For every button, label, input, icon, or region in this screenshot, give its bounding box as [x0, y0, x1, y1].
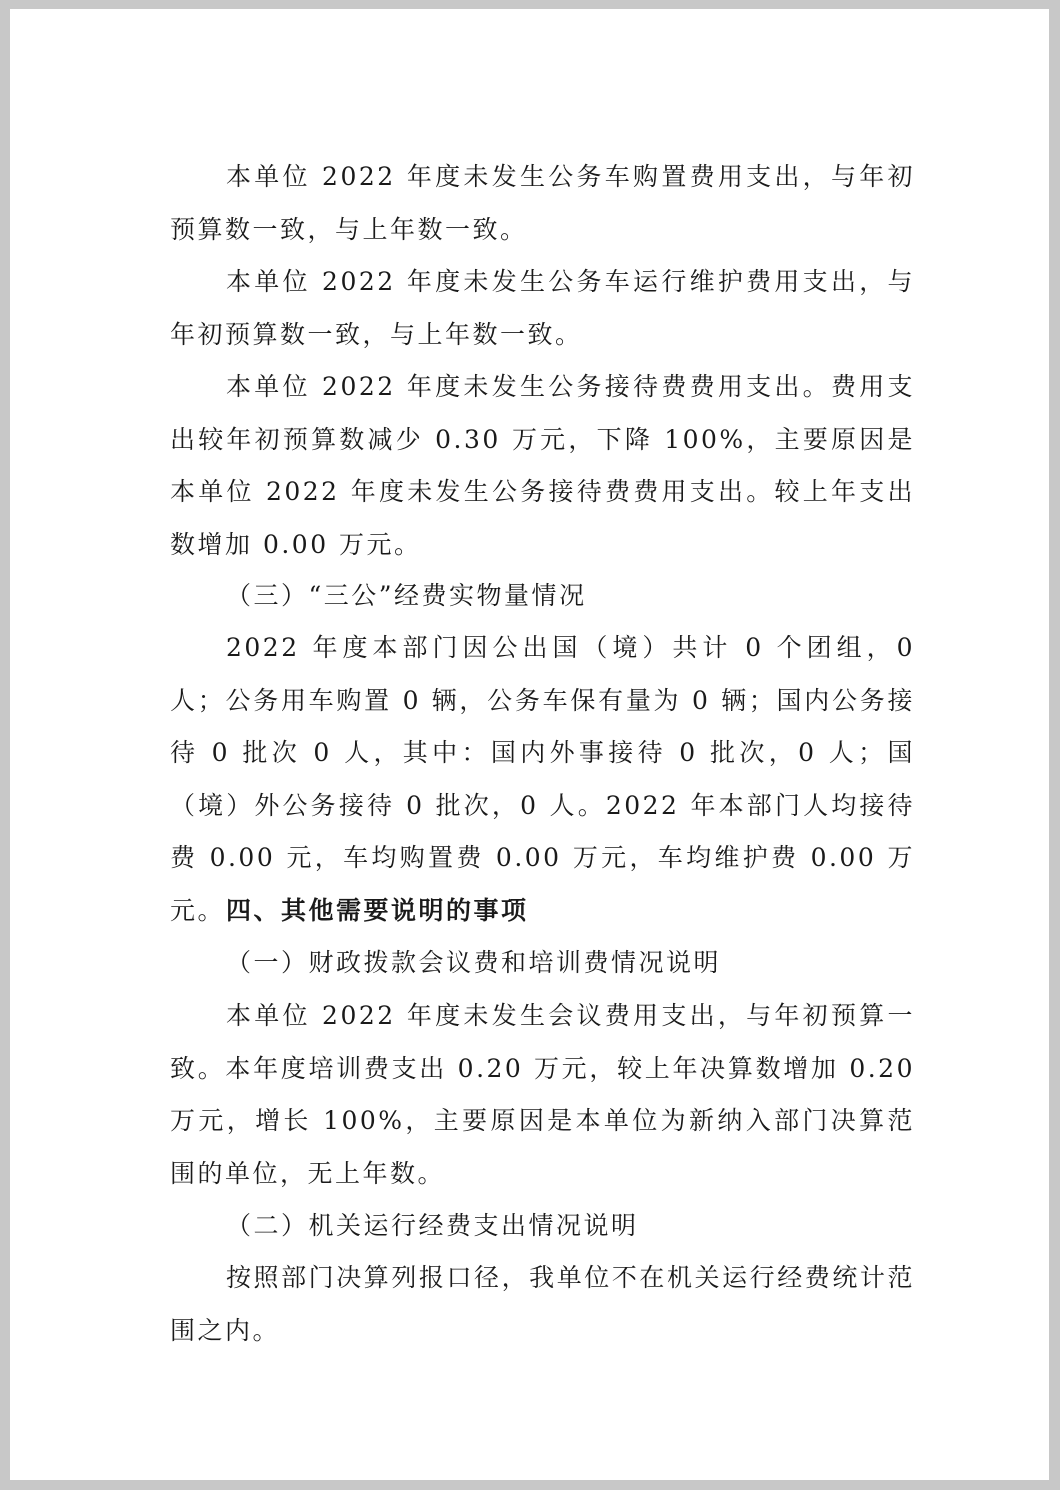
paragraph-agency-operating: 按照部门决算列报口径，我单位不在机关运行经费统计范围之内。: [170, 1263, 915, 1345]
paragraph-vehicle-maintenance: 本单位 2022 年度未发生公务车运行维护费用支出，与年初预算数一致，与上年数一致。: [170, 267, 915, 349]
section-heading-other-matters: 四、其他需要说明的事项: [226, 896, 529, 925]
paragraph-meeting-training: 本单位 2022 年度未发生会议费用支出，与年初预算一致。本年度培训费支出 0.20 万元，较上年决算数增加 0.20 万元，增长 100%，主要原因是本单位为新纳入部门决算范围的单位，无上年数。: [170, 1001, 915, 1188]
paragraph-vehicle-purchase: 本单位 2022 年度未发生公务车购置费用支出，与年初预算数一致，与上年数一致。: [170, 162, 915, 244]
paragraph-physical-quantity: 2022 年度本部门因公出国（境）共计 0 个团组，0 人；公务用车购置 0 辆，公务车保有量为 0 辆；国内公务接待 0 批次 0 人，其中：国内外事接待 0 批次，0 人；国（境）外公务接待 0 批次，0 人。2022 年本部门人均接待费 0.00 元，车均购置费 0.00 万元，车均维护费 0.00 万元。: [170, 633, 915, 925]
subheading-agency-operating: （二）机关运行经费支出情况说明: [226, 1211, 639, 1240]
subheading-meeting-training: （一）财政拨款会议费和培训费情况说明: [226, 948, 722, 977]
document-page: [10, 9, 1049, 1480]
paragraph-reception-expense: 本单位 2022 年度未发生公务接待费费用支出。费用支出较年初预算数减少 0.30 万元，下降 100%，主要原因是本单位 2022 年度未发生公务接待费费用支出。较上年支出数增加 0.00 万元。: [170, 372, 915, 559]
subheading-physical-quantity: （三）“三公”经费实物量情况: [226, 581, 587, 610]
